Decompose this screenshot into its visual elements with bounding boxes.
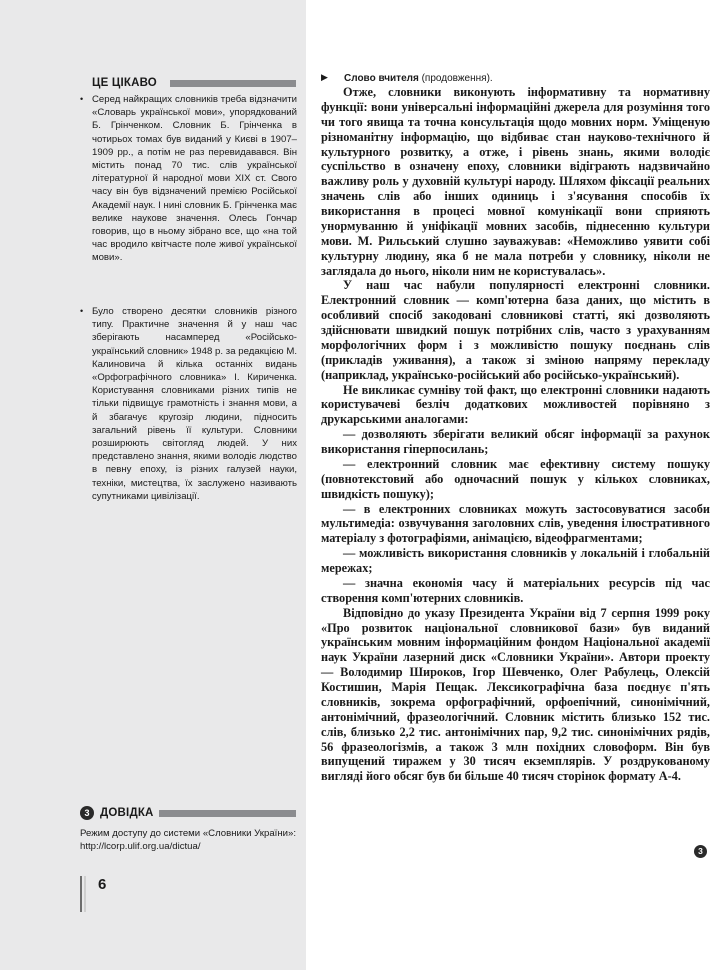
bullet-marker: • <box>80 306 84 316</box>
paragraph: Не викликає сумніву той факт, що електронні словники надають користувачеві безліч додаткових можливостей порівняно з друкарськими аналогами: <box>321 382 710 427</box>
bullet-marker: • <box>80 94 84 104</box>
play-arrow-icon: ▶ <box>321 72 328 82</box>
teacher-label <box>344 73 493 84</box>
help-text: Режим доступу до системи «Словники України»: http://lcorp.ulif.org.ua/dictua/ <box>80 828 296 853</box>
dash-item: — значна економія часу й матеріальних ресурсів під час створення комп'ютерних словників. <box>321 575 710 605</box>
dash-item: — можливість використання словників у локальній і глобальній мережах; <box>321 546 710 575</box>
paragraph: У наш час набули популярності електронні словники. Електронний словник — комп'ютерна база даних, що містить в особливий спосіб закодовані словникові статті, які дозволяють здійснювати швидкий пошук потрібних слів, часто з урахуванням морфологічних форм і з можливістю пошуку поєднань слів (прикладів уживання), а також зі зміною напряму перекладу (наприклад, українсько-російський або російсько-український). <box>321 278 710 382</box>
end-badge-icon: 3 <box>694 845 707 858</box>
dash-item: — дозволяють зберігати великий обсяг інформації за рахунок використання гіперпосилань; <box>321 427 710 456</box>
paragraph: Отже, словники виконують інформативну та нормативну функції: вони універсальні інформаційні джерела для розуміння того чи того явища та точна консультація щодо мовних норм. Уміщеную різноманітну інформацію, що відбиває стан науково-технічного й культурного розвитку, а отже, і рівень знань, якими володіє суспільство в означену епоху, словники відіграють надзвичайно важливу роль у духовній культурі народу. Шляхом фіксації реальних значень слів або інших одиниць і з'ясування способів їх використання в процесі мовної комунікації вони сприяють унормуванню й уніфікації мовних засобів, піднесенню культури мови. М. Рильський слушно зауважував: «Неможливо уявити собі культурну людину, яка б не мала потреби у словнику, ніколи не заглядала до нього, ніколи ним не користувалась». <box>321 85 710 278</box>
main-text <box>321 85 710 784</box>
dash-item: — в електронних словниках можуть застосовуватися засоби мультимедіа: озвучування заголовних слів, уведення ілюстративного матеріалу з фотографіями, анімацією, відеофрагментами; <box>321 501 710 546</box>
dash-item: — електронний словник має ефективну систему пошуку (повнотекстовий або одночасний пошук у кількох словниках, швидкість пошуку); <box>321 456 710 501</box>
interesting-bullet-1: Серед найкращих словників треба відзначити «Словарь української мови», упорядкований Б. Грінченком. Словник Б. Грінченка в чотирьох томах був виданий у Києві в 1907–1909 рр., а потім не раз перевидавався. Він містить понад 70 тис. слів української літературної й народної мови XIX ст. Свого часу він був відзначений премією Російської Академії наук. І нині словник Б. Грінченка має велике наукове значення. Олесь Гончар говорив, що в ньому зібрано все, що «на той час вродило квітчасте поле живої української мови». <box>92 94 297 264</box>
interesting-title: ЦЕ ЦІКАВО <box>92 77 157 89</box>
interesting-bullet-2: Було створено десятки словників різного типу. Практичне значення й у наш час зберігають насамперед «Російсько-український словник» 1948 р. за редакцією М. Калиновича й кілька останніх видань «Орфографічного словника» І. Кириченка. Користування словниками різних типів не тільки підвищує грамотність і знання мови, а й збагачує кругозір людини, підносить загальний рівень її культури. Словники розширюють світогляд людей. У них представлено знання, якими володіє людство в певну епоху, із різних галузей науки, техніки, мистецтва, їх заслужено називають супутниками цивілізації. <box>92 306 297 502</box>
interesting-title-bar <box>170 80 296 87</box>
help-title-bar <box>159 810 296 817</box>
teacher-label-suffix: (продовження). <box>418 73 493 84</box>
help-title: ДОВІДКА <box>100 807 154 819</box>
page-number-divider <box>80 876 82 912</box>
paragraph: Відповідно до указу Президента України від 7 серпня 1999 року «Про розвиток національної словникової бази» був виданий українським мовним інформаційним фондом Національної академії наук України лазерний диск «Словники України». Автори проекту — Володимир Широков, Ігор Шевченко, Олег Рабулець, Олексій Костишин, Марія Пещак. Лексикографічна база поєднує п'ять словників, зокрема орфографічний, орфоепічний, синонімічний, антонімічний, фразеологічний. Словник містить близько 152 тис. слів, близько 2,2 тис. антонімічних пар, 9,2 тис. синонімічних рядів, 56 фразеологізмів, а також 3 млн похідних словоформ. Він був випущений тиражем у 30 тисяч екземплярів. У роздрукованому вигляді його обсяг був би більше 40 тисяч сторінок формату А-4. <box>321 605 710 784</box>
help-badge-icon: 3 <box>80 806 94 820</box>
page-number-divider-light <box>84 876 86 912</box>
teacher-label-bold: Слово вчителя <box>344 73 419 84</box>
page-number: 6 <box>98 876 107 893</box>
